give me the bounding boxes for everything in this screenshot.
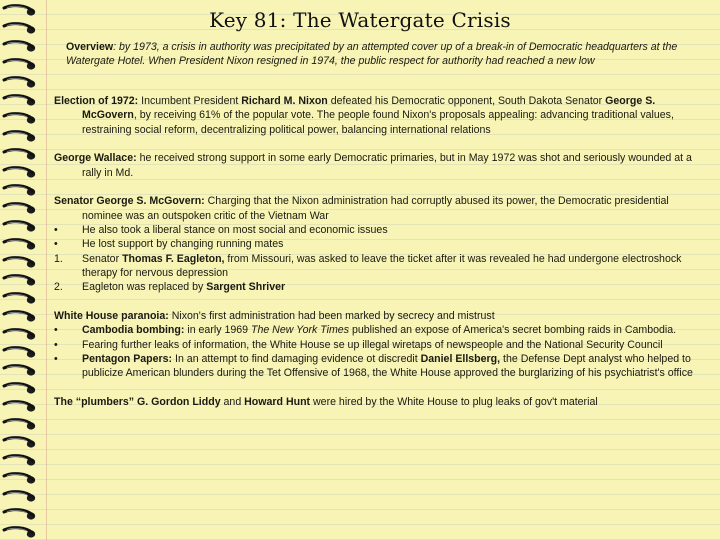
overview-text: : by 1973, a crisis in authority was precipitated by an attempted cover up of a break-in of Democratic headquarters at the Watergate Hotel. When President Nixon resigned in 1974, the public respect for authority had reached a new low: [66, 41, 678, 68]
spiral-ring: [4, 186, 35, 196]
list-item: [54, 252, 706, 281]
spiral-ring: [4, 240, 35, 250]
spiral-ring: [4, 78, 35, 88]
senator-bullet-1: He also took a liberal stance on most social and economic issues: [82, 224, 388, 237]
whitehouse-text: Nixon's first administration had been marked by secrecy and mistrust: [168, 310, 495, 323]
spiral-ring: [4, 528, 35, 538]
mcgovern-name: George S. McGovern: [82, 95, 656, 122]
section-senator-mcgovern: [54, 194, 706, 294]
margin-line: [46, 0, 47, 540]
plumbers-heading: The “plumbers”: [54, 396, 135, 409]
section-plumbers: [54, 395, 706, 409]
spiral-ring: [4, 456, 35, 466]
liddy-name: G. Gordon Liddy: [137, 396, 221, 409]
list-item: [54, 352, 706, 381]
nixon-name: Richard M. Nixon: [241, 95, 328, 107]
page-title: Key 81: The Watergate Crisis: [209, 8, 511, 32]
spiral-ring: [4, 222, 35, 232]
wallace-text: he received strong support in some early Democratic primaries, but in May 1972 was shot and seriously wounded at a rally in Md.: [82, 152, 692, 179]
pentagon-text-post: the Defense Dept analyst who helped to publicize American blunders during the Tet Offensive of 1968, the White House approved the burglarizing of his psychiatrist's office: [82, 352, 693, 380]
cambodia-item: [82, 323, 706, 337]
cambodia-label: Cambodia bombing:: [82, 324, 185, 337]
spiral-ring: [4, 258, 35, 268]
shriver-text: Eagleton was replaced by: [82, 281, 207, 294]
section-election-1972: [54, 94, 706, 137]
bullet-marker: •: [54, 224, 58, 237]
eagleton-text: from Missouri, was asked to leave the ticket after it was revealed he had undergone electroshock therapy for nervous depression: [82, 252, 682, 279]
bullet-marker: •: [54, 238, 58, 251]
number-marker: 2.: [54, 281, 63, 294]
spiral-ring: [4, 150, 35, 160]
spiral-ring: [4, 330, 35, 340]
eagleton-prefix: Senator: [82, 252, 123, 265]
plumbers-and: and: [220, 396, 245, 409]
ellsberg-name: Daniel Ellsberg,: [420, 352, 501, 365]
spiral-ring: [4, 204, 35, 214]
section-george-wallace: [54, 151, 706, 180]
spiral-ring: [4, 42, 35, 52]
spiral-ring: [4, 402, 35, 412]
list-item: [54, 338, 706, 352]
senator-paragraph: [54, 194, 706, 223]
number-marker: 1.: [54, 252, 63, 265]
spiral-ring: [4, 510, 35, 520]
election-text-1: Incumbent President: [138, 95, 242, 107]
section-white-house-paranoia: [54, 309, 706, 380]
spiral-ring: [4, 492, 35, 502]
list-item: [54, 223, 706, 237]
spiral-ring: [4, 366, 35, 376]
overview-label: Overview: [66, 41, 114, 53]
pentagon-label: Pentagon Papers:: [82, 352, 173, 365]
spiral-ring: [4, 294, 35, 304]
election-text-3: , by receiving 61% of the popular vote. The people found Nixon's proposals appealing: advancing traditional values, restraining social reform, decentralizing political power, balancing international relations: [82, 109, 674, 136]
hunt-name: Howard Hunt: [244, 396, 311, 409]
spiral-binding: [0, 0, 44, 540]
spiral-ring: [4, 276, 35, 286]
notes-content: [54, 94, 706, 424]
list-item: [54, 280, 706, 294]
pentagon-text-pre: In an attempt to find damaging evidence ot discredit: [172, 352, 421, 365]
election-heading: Election of 1972:: [54, 95, 139, 107]
plumbers-paragraph: [54, 395, 706, 409]
shriver-name: Sargent Shriver: [206, 281, 286, 294]
senator-text: Charging that the Nixon administration had corruptly abused its power, the Democratic presidential nominee was an outspoken critic of the Vietnam War: [82, 195, 669, 222]
spiral-ring: [4, 168, 35, 178]
spiral-ring: [4, 312, 35, 322]
nyt-title: The New York Times: [250, 324, 349, 337]
senator-heading: Senator George S. McGovern:: [54, 195, 205, 208]
spiral-ring: [4, 96, 35, 106]
bullet-marker: •: [54, 338, 58, 351]
spiral-ring: [4, 60, 35, 70]
spiral-ring: [4, 384, 35, 394]
eagleton-name: Thomas F. Eagleton,: [122, 252, 225, 265]
spiral-ring: [4, 420, 35, 430]
wallace-heading: George Wallace:: [54, 152, 137, 165]
spiral-ring: [4, 474, 35, 484]
bullet-marker: •: [54, 352, 58, 365]
wallace-paragraph: [54, 151, 706, 180]
election-text-2: defeated his Democratic opponent, South Dakota Senator: [327, 95, 606, 107]
whitehouse-heading: White House paranoia:: [54, 310, 169, 323]
election-paragraph: [54, 94, 706, 137]
list-item: [54, 237, 706, 251]
whitehouse-paragraph: [54, 309, 706, 323]
pentagon-papers-item: [82, 352, 706, 381]
spiral-ring: [4, 438, 35, 448]
senator-bullet-2: He lost support by changing running mates: [82, 238, 284, 251]
wiretaps-item: Fearing further leaks of information, the White House se up illegal wiretaps of newspeople and the National Security Council: [82, 338, 663, 351]
cambodia-text-post: published an expose of America's secret bombing raids in Cambodia.: [349, 324, 677, 337]
bullet-marker: •: [54, 324, 58, 337]
overview-paragraph: [66, 40, 682, 69]
plumbers-text: were hired by the White House to plug leaks of gov't material: [310, 396, 598, 409]
spiral-ring: [4, 132, 35, 142]
eagleton-item: [82, 252, 706, 281]
spiral-ring: [4, 114, 35, 124]
list-item: [54, 323, 706, 337]
cambodia-text-pre: in early 1969: [184, 324, 251, 337]
shriver-item: [82, 280, 706, 294]
spiral-ring: [4, 348, 35, 358]
